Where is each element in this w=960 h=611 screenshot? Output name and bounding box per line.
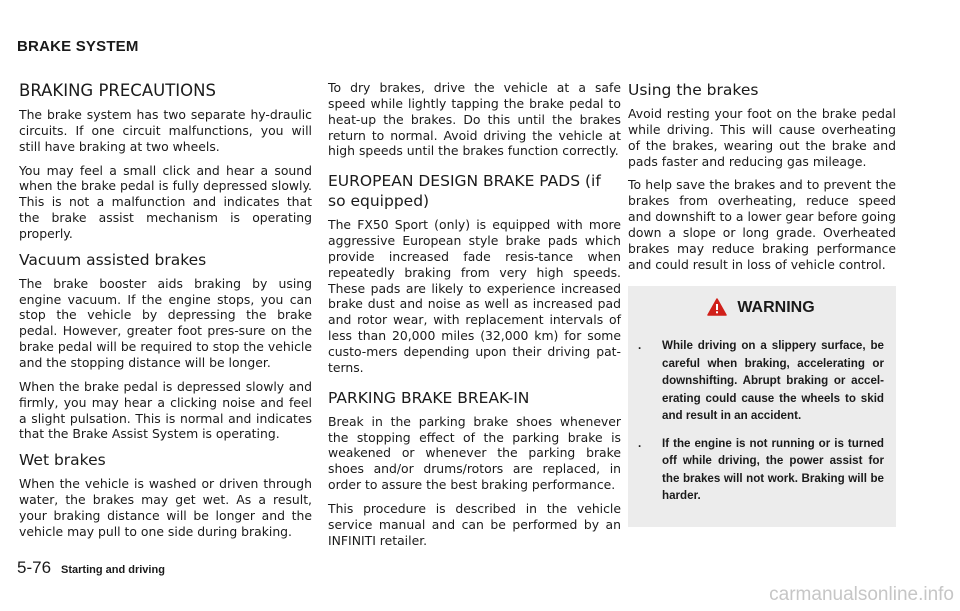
- paragraph: To dry brakes, drive the vehicle at a safe speed while lightly tapping the brake pedal to heat-up the brakes. Do this until the brakes return to normal. Avoid driving the vehicle at high speeds until the brakes function correctly.: [328, 80, 621, 159]
- heading-european-brake-pads: EUROPEAN DESIGN BRAKE PADS (if so equipped): [328, 172, 601, 211]
- paragraph: Break in the parking brake shoes whenever the stopping effect of the parking brake is weakened or whenever the parking brake shoes and/or drums/rotors are replaced, in order to assure the best braking performance.: [328, 413, 621, 493]
- paragraph: The FX50 Sport (only) is equipped with more aggressive European style brake pads which provide increased fade resis-tance when repeatedly braking from very high speeds. These pads are likely to experience increased brake dust and noise as well as increased pad and rotor wear, with replacement intervals of less than 20,000 miles (32,000 km) for some custo-mers depending upon their driving pat-terns.: [328, 217, 621, 375]
- warning-label: WARNING: [737, 299, 815, 317]
- column-1: [19, 80, 312, 548]
- paragraph: This procedure is described in the vehicle service manual and can be performed by an INFINITI retailer.: [328, 500, 621, 548]
- warning-item-text: If the engine is not running or is turned off while driving, the power assist for the brakes will not work. Braking will be harder.: [662, 436, 884, 503]
- paragraph: The brake system has two separate hy-draulic circuits. If one circuit malfunctions, you will still have braking at two wheels.: [19, 107, 312, 154]
- heading-wet-brakes: Wet brakes: [19, 451, 106, 470]
- footer-section-name: Starting and driving: [61, 564, 165, 576]
- paragraph: When the brake pedal is depressed slowly and firmly, you may hear a clicking noise and feel a slight pulsation. This is normal and indicates that the Brake Assist System is operating.: [19, 378, 312, 442]
- bullet: .: [638, 436, 642, 450]
- paragraph: The brake booster aids braking by using engine vacuum. If the engine stops, you can stop the vehicle by depressing the brake pedal. However, greater foot pres-sure on the brake pedal will be required to stop the vehicle and the stopping distance will be longer.: [19, 275, 312, 370]
- column-3: [628, 80, 896, 527]
- paragraph: Avoid resting your foot on the brake pedal while driving. This will cause overheating of the brakes, wearing out the brake and pads faster and reducing gas mileage.: [628, 106, 896, 169]
- section-header: BRAKE SYSTEM: [17, 38, 139, 55]
- warning-item-text: While driving on a slippery surface, be careful when braking, accelerating or downshifting. Abrupt braking or accel-erating could cause the wheels to skid and result in an accident.: [662, 339, 884, 423]
- column-2: [328, 80, 621, 556]
- warning-title: [638, 298, 884, 321]
- paragraph: When the vehicle is washed or driven through water, the brakes may get wet. As a result, your braking distance will be longer and the vehicle may pull to one side during braking.: [19, 476, 312, 539]
- heading-braking-precautions: BRAKING PRECAUTIONS: [19, 81, 216, 100]
- heading-vacuum-assisted-brakes: Vacuum assisted brakes: [19, 250, 207, 269]
- heading-parking-brake-break-in: PARKING BRAKE BREAK-IN: [328, 388, 530, 407]
- page-footer: [17, 558, 165, 578]
- watermark: carmanualsonline.info: [769, 584, 954, 605]
- bullet: .: [638, 339, 642, 353]
- warning-triangle-icon: [707, 298, 727, 321]
- warning-item: [638, 435, 884, 505]
- page-number: 5-76: [17, 558, 52, 577]
- paragraph: To help save the brakes and to prevent the brakes from overheating, reduce speed and downshift to a lower gear before going down a slope or long grade. Overheated brakes may reduce braking performance and could result in loss of vehicle control.: [628, 177, 896, 272]
- warning-box: [628, 286, 896, 527]
- warning-item: [638, 337, 884, 425]
- paragraph: You may feel a small click and hear a sound when the brake pedal is fully depressed slowly. This is not a malfunction and indicates that the brake assist mechanism is operating properly.: [19, 162, 312, 241]
- heading-using-the-brakes: Using the brakes: [628, 81, 759, 99]
